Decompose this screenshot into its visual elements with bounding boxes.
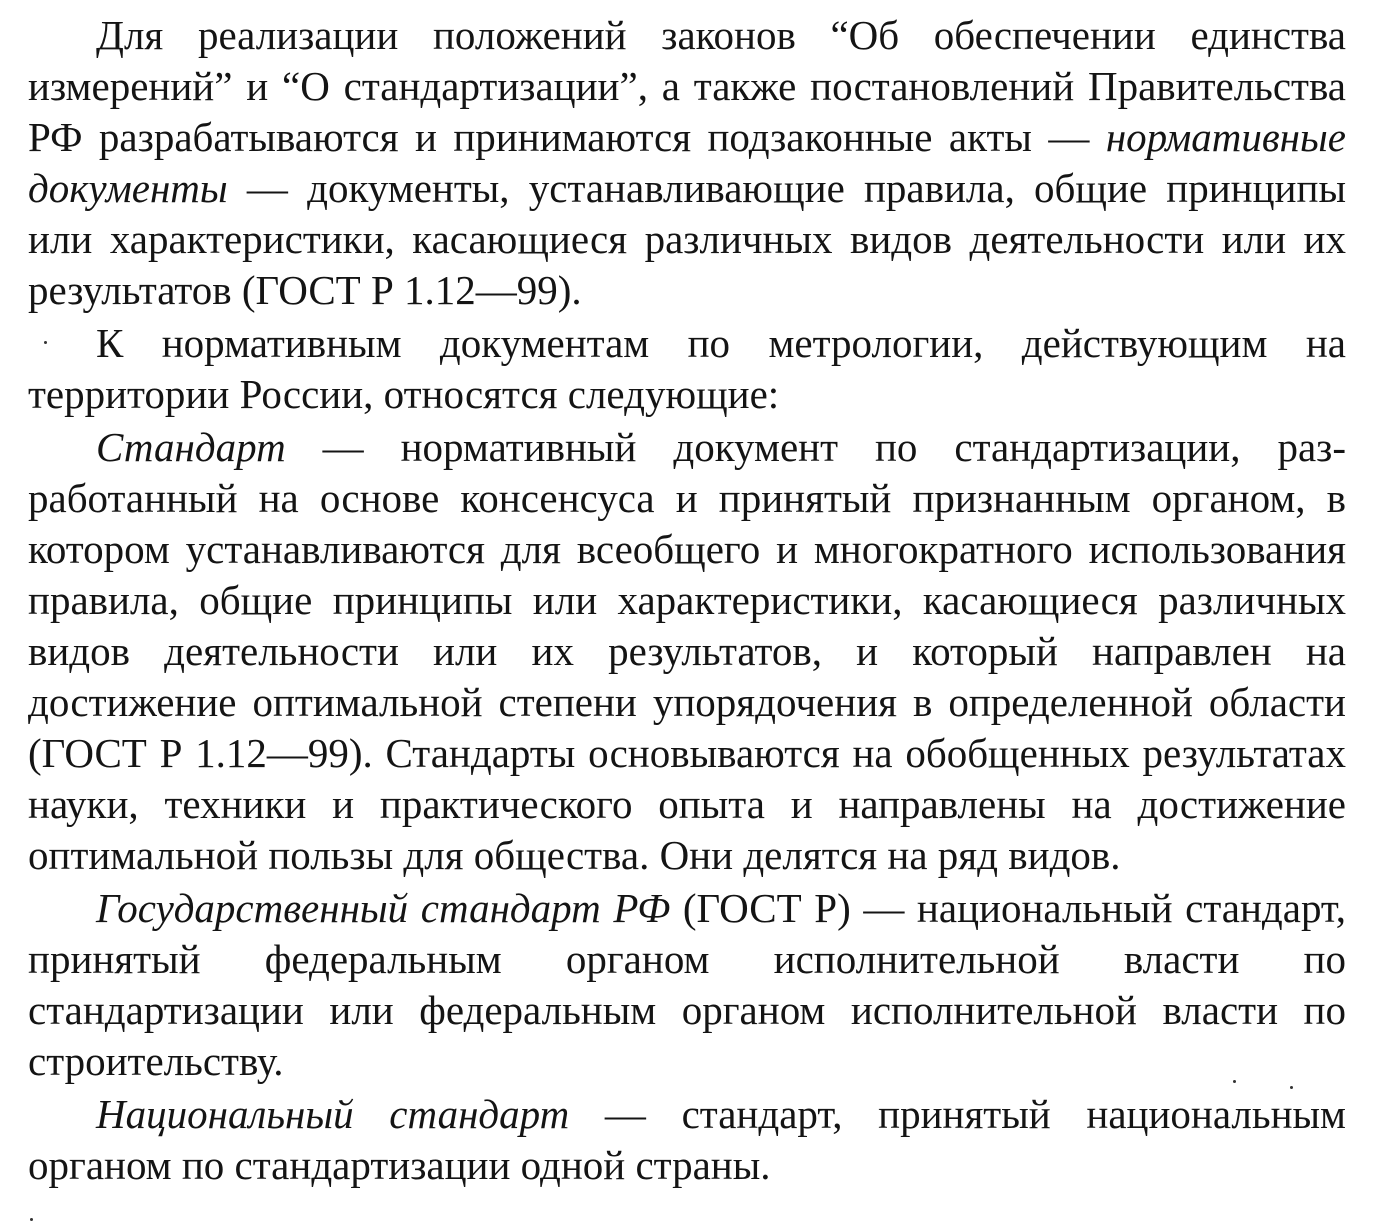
term-state-standard: Государственный стандарт РФ: [96, 885, 671, 931]
paragraph-list-intro: [28, 318, 1346, 420]
scan-speck: [44, 341, 47, 344]
term-standard: Стандарт: [96, 424, 286, 470]
paragraph-national-standard-text: — стандарт, принятый национальным органом по стандартизации одной страны.: [28, 1091, 1347, 1188]
paragraph-intro-tail: — документы, устанавливающие правила, общие принципы или характеристики, касающиеся различных видов деятельности или их результатов (ГОСТ Р 1.12—99).: [28, 165, 1346, 313]
paragraph-gost-r: [28, 883, 1346, 1087]
term-normative-documents: нормативные документы: [28, 114, 1346, 211]
term-national-standard: Национальный стандарт: [96, 1091, 570, 1137]
paragraph-standard-text: — нормативный документ по стандартизации, разработанный на основе консенсуса и принятый признанным органом, в котором устанавливаются для всеобщего и многократного использования правила, общие принципы или характеристики, касающиеся различных видов деятельности или их результатов, и который направлен на достижение оптимальной степени упорядочения в определенной области (ГОСТ Р 1.12—99). Стандарты основываются на обобщенных результатах науки, техники и практического опыта и направлены на достижение оптимальной пользы для общества. Они делятся на ряд видов.: [28, 424, 1346, 878]
paragraph-intro: [28, 10, 1346, 316]
scan-speck: [1290, 1086, 1293, 1089]
scan-speck: [30, 1218, 33, 1221]
paragraph-standard: [28, 422, 1346, 881]
paragraph-intro-text: Для реализации положений законов “Об обеспечении единства измерений” и “О стандартизации”, а также постановлений Правительства РФ разрабатываются и принимаются подзаконные акты —: [28, 12, 1346, 160]
paragraph-national-standard: [28, 1089, 1346, 1191]
scan-speck: [1233, 1080, 1236, 1083]
paragraph-gost-r-text: (ГОСТ Р) — национальный стандарт, принятый федеральным органом исполнительной власти по стандартизации или федеральным органом исполнительной власти по строительству.: [28, 885, 1346, 1084]
document-page: [28, 10, 1346, 1191]
paragraph-list-intro-text: К нормативным документам по метрологии, действующим на территории России, относятся следующие:: [28, 320, 1346, 417]
